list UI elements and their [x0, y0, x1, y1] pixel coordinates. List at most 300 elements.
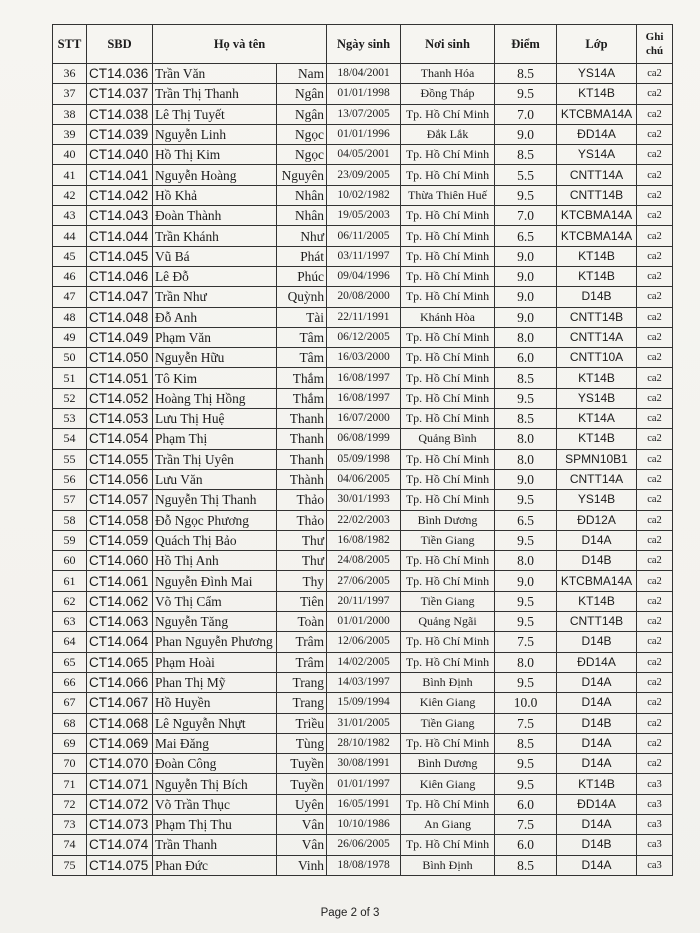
grades-table	[52, 24, 673, 876]
row-stt: 47	[53, 287, 87, 307]
row-note: ca2	[637, 672, 673, 692]
row-stt: 58	[53, 510, 87, 530]
row-family-name: Trần Thị Uyên	[153, 449, 277, 469]
table-row	[53, 145, 673, 165]
header-dob: Ngày sinh	[327, 25, 401, 64]
row-dob: 16/05/1991	[327, 794, 401, 814]
row-note: ca2	[637, 733, 673, 753]
row-stt: 72	[53, 794, 87, 814]
row-stt: 67	[53, 693, 87, 713]
row-sbd: CT14.068	[87, 713, 153, 733]
row-score: 8.5	[495, 409, 557, 429]
row-dob: 16/03/2000	[327, 348, 401, 368]
row-class: CNTT10A	[557, 348, 637, 368]
row-stt: 55	[53, 449, 87, 469]
row-family-name: Phan Nguyễn Phương	[153, 632, 277, 652]
table-row	[53, 84, 673, 104]
row-sbd: CT14.064	[87, 632, 153, 652]
row-given-name: Thanh	[277, 429, 327, 449]
header-name: Họ và tên	[153, 25, 327, 64]
row-stt: 37	[53, 84, 87, 104]
row-score: 9.0	[495, 469, 557, 489]
row-note: ca3	[637, 774, 673, 794]
row-class: YS14A	[557, 145, 637, 165]
table-row	[53, 469, 673, 489]
row-class: KTCBMA14A	[557, 206, 637, 226]
row-dob: 16/08/1997	[327, 388, 401, 408]
row-class: CNTT14B	[557, 612, 637, 632]
row-family-name: Lê Nguyễn Nhựt	[153, 713, 277, 733]
row-class: ĐD12A	[557, 510, 637, 530]
row-sbd: CT14.073	[87, 814, 153, 834]
row-class: KT14B	[557, 429, 637, 449]
row-class: KT14B	[557, 266, 637, 286]
row-class: SPMN10B1	[557, 449, 637, 469]
row-given-name: Như	[277, 226, 327, 246]
row-family-name: Hồ Thị Anh	[153, 551, 277, 571]
row-given-name: Trang	[277, 693, 327, 713]
table-row	[53, 206, 673, 226]
row-note: ca2	[637, 348, 673, 368]
row-pob: Tp. Hồ Chí Minh	[401, 226, 495, 246]
row-pob: Tp. Hồ Chí Minh	[401, 165, 495, 185]
row-sbd: CT14.060	[87, 551, 153, 571]
row-score: 9.5	[495, 490, 557, 510]
row-score: 9.5	[495, 672, 557, 692]
row-pob: Tp. Hồ Chí Minh	[401, 145, 495, 165]
row-sbd: CT14.074	[87, 835, 153, 855]
row-dob: 24/08/2005	[327, 551, 401, 571]
row-given-name: Quỳnh	[277, 287, 327, 307]
row-given-name: Ngọc	[277, 124, 327, 144]
row-family-name: Đỗ Anh	[153, 307, 277, 327]
row-given-name: Trang	[277, 672, 327, 692]
row-given-name: Thanh	[277, 449, 327, 469]
row-class: YS14B	[557, 388, 637, 408]
row-given-name: Tuyền	[277, 754, 327, 774]
row-sbd: CT14.040	[87, 145, 153, 165]
row-sbd: CT14.049	[87, 327, 153, 347]
row-score: 9.5	[495, 612, 557, 632]
row-pob: Bình Dương	[401, 510, 495, 530]
header-sbd: SBD	[87, 25, 153, 64]
row-given-name: Ngân	[277, 84, 327, 104]
row-sbd: CT14.051	[87, 368, 153, 388]
row-family-name: Võ Trần Thục	[153, 794, 277, 814]
row-dob: 03/11/1997	[327, 246, 401, 266]
row-score: 9.5	[495, 530, 557, 550]
page-number: Page 2 of 3	[320, 907, 380, 919]
row-dob: 22/02/2003	[327, 510, 401, 530]
row-family-name: Lê Đỗ	[153, 266, 277, 286]
row-pob: Tp. Hồ Chí Minh	[401, 551, 495, 571]
table-row	[53, 490, 673, 510]
table-row	[53, 226, 673, 246]
row-score: 9.5	[495, 774, 557, 794]
row-note: ca2	[637, 246, 673, 266]
row-given-name: Thắm	[277, 388, 327, 408]
row-pob: Tp. Hồ Chí Minh	[401, 571, 495, 591]
row-score: 8.5	[495, 368, 557, 388]
row-family-name: Nguyễn Hữu	[153, 348, 277, 368]
row-note: ca2	[637, 165, 673, 185]
row-note: ca2	[637, 287, 673, 307]
table-row	[53, 64, 673, 84]
row-class: KT14A	[557, 409, 637, 429]
row-stt: 75	[53, 855, 87, 875]
row-score: 8.5	[495, 64, 557, 84]
row-sbd: CT14.062	[87, 591, 153, 611]
row-pob: Tp. Hồ Chí Minh	[401, 206, 495, 226]
row-class: CNTT14A	[557, 327, 637, 347]
row-given-name: Thư	[277, 530, 327, 550]
row-given-name: Thắm	[277, 368, 327, 388]
row-pob: Tiền Giang	[401, 713, 495, 733]
row-pob: Quảng Ngãi	[401, 612, 495, 632]
row-sbd: CT14.063	[87, 612, 153, 632]
table-row	[53, 307, 673, 327]
row-sbd: CT14.075	[87, 855, 153, 875]
row-score: 9.0	[495, 124, 557, 144]
row-score: 6.0	[495, 835, 557, 855]
header-note: Ghi chú	[637, 25, 673, 64]
row-pob: Đồng Tháp	[401, 84, 495, 104]
table-row	[53, 409, 673, 429]
row-class: D14A	[557, 693, 637, 713]
row-given-name: Vân	[277, 814, 327, 834]
row-given-name: Thy	[277, 571, 327, 591]
row-pob: Bình Dương	[401, 754, 495, 774]
row-pob: Tp. Hồ Chí Minh	[401, 368, 495, 388]
row-sbd: CT14.046	[87, 266, 153, 286]
row-family-name: Nguyễn Tăng	[153, 612, 277, 632]
row-stt: 43	[53, 206, 87, 226]
row-given-name: Phúc	[277, 266, 327, 286]
row-sbd: CT14.045	[87, 246, 153, 266]
row-class: D14B	[557, 287, 637, 307]
table-body	[53, 64, 673, 876]
row-sbd: CT14.067	[87, 693, 153, 713]
row-dob: 06/08/1999	[327, 429, 401, 449]
row-score: 9.0	[495, 246, 557, 266]
table-row	[53, 368, 673, 388]
row-family-name: Trần Thị Thanh	[153, 84, 277, 104]
row-given-name: Ngọc	[277, 145, 327, 165]
row-note: ca3	[637, 855, 673, 875]
row-score: 6.5	[495, 226, 557, 246]
row-sbd: CT14.055	[87, 449, 153, 469]
table-row	[53, 652, 673, 672]
row-stt: 69	[53, 733, 87, 753]
row-given-name: Vân	[277, 835, 327, 855]
table-row	[53, 348, 673, 368]
header-row	[53, 25, 673, 64]
table-row	[53, 327, 673, 347]
row-family-name: Lưu Văn	[153, 469, 277, 489]
row-family-name: Đỗ Ngọc Phương	[153, 510, 277, 530]
row-note: ca2	[637, 490, 673, 510]
row-stt: 62	[53, 591, 87, 611]
row-stt: 60	[53, 551, 87, 571]
row-note: ca2	[637, 612, 673, 632]
row-dob: 26/06/2005	[327, 835, 401, 855]
row-score: 8.5	[495, 855, 557, 875]
row-pob: Tp. Hồ Chí Minh	[401, 246, 495, 266]
row-dob: 14/03/1997	[327, 672, 401, 692]
row-score: 7.5	[495, 713, 557, 733]
row-stt: 40	[53, 145, 87, 165]
row-stt: 39	[53, 124, 87, 144]
row-stt: 41	[53, 165, 87, 185]
table-row	[53, 388, 673, 408]
row-stt: 56	[53, 469, 87, 489]
row-class: D14B	[557, 551, 637, 571]
table-row	[53, 551, 673, 571]
row-class: YS14B	[557, 490, 637, 510]
row-class: KTCBMA14A	[557, 226, 637, 246]
row-score: 7.0	[495, 206, 557, 226]
row-dob: 28/10/1982	[327, 733, 401, 753]
row-given-name: Toàn	[277, 612, 327, 632]
row-pob: Tp. Hồ Chí Minh	[401, 104, 495, 124]
row-stt: 46	[53, 266, 87, 286]
row-pob: Đắk Lắk	[401, 124, 495, 144]
row-pob: Thanh Hóa	[401, 64, 495, 84]
table-row	[53, 124, 673, 144]
row-class: ĐD14A	[557, 794, 637, 814]
row-dob: 01/01/2000	[327, 612, 401, 632]
table-row	[53, 754, 673, 774]
row-note: ca2	[637, 449, 673, 469]
row-family-name: Nguyễn Thị Thanh	[153, 490, 277, 510]
row-stt: 54	[53, 429, 87, 449]
row-stt: 64	[53, 632, 87, 652]
table-row	[53, 774, 673, 794]
row-pob: Tp. Hồ Chí Minh	[401, 794, 495, 814]
row-stt: 63	[53, 612, 87, 632]
row-given-name: Triều	[277, 713, 327, 733]
row-pob: Tp. Hồ Chí Minh	[401, 469, 495, 489]
table-row	[53, 429, 673, 449]
table-row	[53, 510, 673, 530]
row-dob: 01/01/1998	[327, 84, 401, 104]
row-class: KTCBMA14A	[557, 104, 637, 124]
row-stt: 51	[53, 368, 87, 388]
row-class: D14A	[557, 672, 637, 692]
row-pob: Tp. Hồ Chí Minh	[401, 287, 495, 307]
row-stt: 74	[53, 835, 87, 855]
row-dob: 14/02/2005	[327, 652, 401, 672]
row-pob: Tp. Hồ Chí Minh	[401, 835, 495, 855]
row-given-name: Trâm	[277, 632, 327, 652]
row-score: 7.5	[495, 632, 557, 652]
table-row	[53, 814, 673, 834]
table-row	[53, 591, 673, 611]
row-family-name: Tô Kim	[153, 368, 277, 388]
row-score: 6.0	[495, 348, 557, 368]
row-stt: 42	[53, 185, 87, 205]
row-dob: 31/01/2005	[327, 713, 401, 733]
row-note: ca2	[637, 571, 673, 591]
row-sbd: CT14.044	[87, 226, 153, 246]
row-dob: 16/07/2000	[327, 409, 401, 429]
row-family-name: Trần Thanh	[153, 835, 277, 855]
row-score: 8.0	[495, 449, 557, 469]
row-class: KT14B	[557, 774, 637, 794]
row-dob: 20/11/1997	[327, 591, 401, 611]
row-stt: 73	[53, 814, 87, 834]
row-sbd: CT14.065	[87, 652, 153, 672]
row-class: D14B	[557, 835, 637, 855]
table-row	[53, 266, 673, 286]
row-class: KT14B	[557, 246, 637, 266]
table-row	[53, 733, 673, 753]
table-row	[53, 693, 673, 713]
row-stt: 57	[53, 490, 87, 510]
row-class: KT14B	[557, 591, 637, 611]
row-dob: 12/06/2005	[327, 632, 401, 652]
row-dob: 30/01/1993	[327, 490, 401, 510]
table-row	[53, 672, 673, 692]
row-dob: 16/08/1982	[327, 530, 401, 550]
row-class: D14A	[557, 814, 637, 834]
row-stt: 49	[53, 327, 87, 347]
row-family-name: Nguyễn Linh	[153, 124, 277, 144]
row-note: ca2	[637, 185, 673, 205]
row-pob: Bình Định	[401, 855, 495, 875]
table-row	[53, 632, 673, 652]
row-note: ca2	[637, 551, 673, 571]
row-pob: An Giang	[401, 814, 495, 834]
row-stt: 66	[53, 672, 87, 692]
row-note: ca3	[637, 814, 673, 834]
row-family-name: Nguyễn Hoàng	[153, 165, 277, 185]
row-score: 6.0	[495, 794, 557, 814]
row-score: 9.5	[495, 591, 557, 611]
row-given-name: Tiên	[277, 591, 327, 611]
table-row	[53, 449, 673, 469]
row-family-name: Mai Đăng	[153, 733, 277, 753]
row-sbd: CT14.039	[87, 124, 153, 144]
row-family-name: Phan Đức	[153, 855, 277, 875]
row-note: ca2	[637, 693, 673, 713]
row-score: 10.0	[495, 693, 557, 713]
row-pob: Tp. Hồ Chí Minh	[401, 733, 495, 753]
row-sbd: CT14.037	[87, 84, 153, 104]
row-class: YS14A	[557, 64, 637, 84]
row-stt: 65	[53, 652, 87, 672]
table-row	[53, 835, 673, 855]
row-family-name: Phan Thị Mỹ	[153, 672, 277, 692]
row-score: 9.0	[495, 266, 557, 286]
row-sbd: CT14.054	[87, 429, 153, 449]
row-stt: 38	[53, 104, 87, 124]
row-note: ca2	[637, 388, 673, 408]
row-family-name: Lê Thị Tuyết	[153, 104, 277, 124]
row-family-name: Vũ Bá	[153, 246, 277, 266]
table-row	[53, 246, 673, 266]
row-family-name: Nguyễn Thị Bích	[153, 774, 277, 794]
row-score: 9.5	[495, 185, 557, 205]
row-stt: 70	[53, 754, 87, 774]
row-given-name: Thảo	[277, 510, 327, 530]
row-score: 9.0	[495, 571, 557, 591]
table-row	[53, 713, 673, 733]
row-family-name: Hoàng Thị Hồng	[153, 388, 277, 408]
row-note: ca2	[637, 713, 673, 733]
row-given-name: Nam	[277, 64, 327, 84]
row-sbd: CT14.036	[87, 64, 153, 84]
row-sbd: CT14.059	[87, 530, 153, 550]
row-given-name: Tài	[277, 307, 327, 327]
row-note: ca2	[637, 469, 673, 489]
table-header	[53, 25, 673, 64]
row-class: D14B	[557, 632, 637, 652]
row-dob: 06/11/2005	[327, 226, 401, 246]
row-pob: Quảng Bình	[401, 429, 495, 449]
row-stt: 52	[53, 388, 87, 408]
row-note: ca2	[637, 84, 673, 104]
row-sbd: CT14.066	[87, 672, 153, 692]
row-family-name: Phạm Thị	[153, 429, 277, 449]
row-sbd: CT14.058	[87, 510, 153, 530]
row-given-name: Nhân	[277, 206, 327, 226]
row-stt: 68	[53, 713, 87, 733]
row-note: ca2	[637, 145, 673, 165]
row-dob: 09/04/1996	[327, 266, 401, 286]
row-pob: Tp. Hồ Chí Minh	[401, 449, 495, 469]
row-note: ca2	[637, 64, 673, 84]
row-given-name: Tâm	[277, 327, 327, 347]
row-pob: Tp. Hồ Chí Minh	[401, 348, 495, 368]
row-dob: 10/10/1986	[327, 814, 401, 834]
row-note: ca2	[637, 409, 673, 429]
row-dob: 04/05/2001	[327, 145, 401, 165]
row-dob: 19/05/2003	[327, 206, 401, 226]
row-stt: 53	[53, 409, 87, 429]
row-given-name: Thành	[277, 469, 327, 489]
row-class: CNTT14B	[557, 307, 637, 327]
row-sbd: CT14.061	[87, 571, 153, 591]
row-given-name: Vinh	[277, 855, 327, 875]
row-stt: 44	[53, 226, 87, 246]
table-row	[53, 855, 673, 875]
row-note: ca2	[637, 226, 673, 246]
row-given-name: Trâm	[277, 652, 327, 672]
row-pob: Tp. Hồ Chí Minh	[401, 266, 495, 286]
row-score: 9.0	[495, 287, 557, 307]
row-sbd: CT14.057	[87, 490, 153, 510]
row-note: ca3	[637, 794, 673, 814]
header-class: Lớp	[557, 25, 637, 64]
row-sbd: CT14.047	[87, 287, 153, 307]
row-score: 8.0	[495, 429, 557, 449]
row-note: ca2	[637, 368, 673, 388]
row-stt: 50	[53, 348, 87, 368]
row-class: D14A	[557, 855, 637, 875]
row-dob: 20/08/2000	[327, 287, 401, 307]
header-pob: Nơi sinh	[401, 25, 495, 64]
row-pob: Bình Định	[401, 672, 495, 692]
row-given-name: Nhân	[277, 185, 327, 205]
row-pob: Kiên Giang	[401, 774, 495, 794]
row-note: ca2	[637, 652, 673, 672]
row-note: ca2	[637, 632, 673, 652]
row-pob: Tp. Hồ Chí Minh	[401, 632, 495, 652]
row-score: 9.5	[495, 388, 557, 408]
row-given-name: Phát	[277, 246, 327, 266]
row-note: ca2	[637, 104, 673, 124]
